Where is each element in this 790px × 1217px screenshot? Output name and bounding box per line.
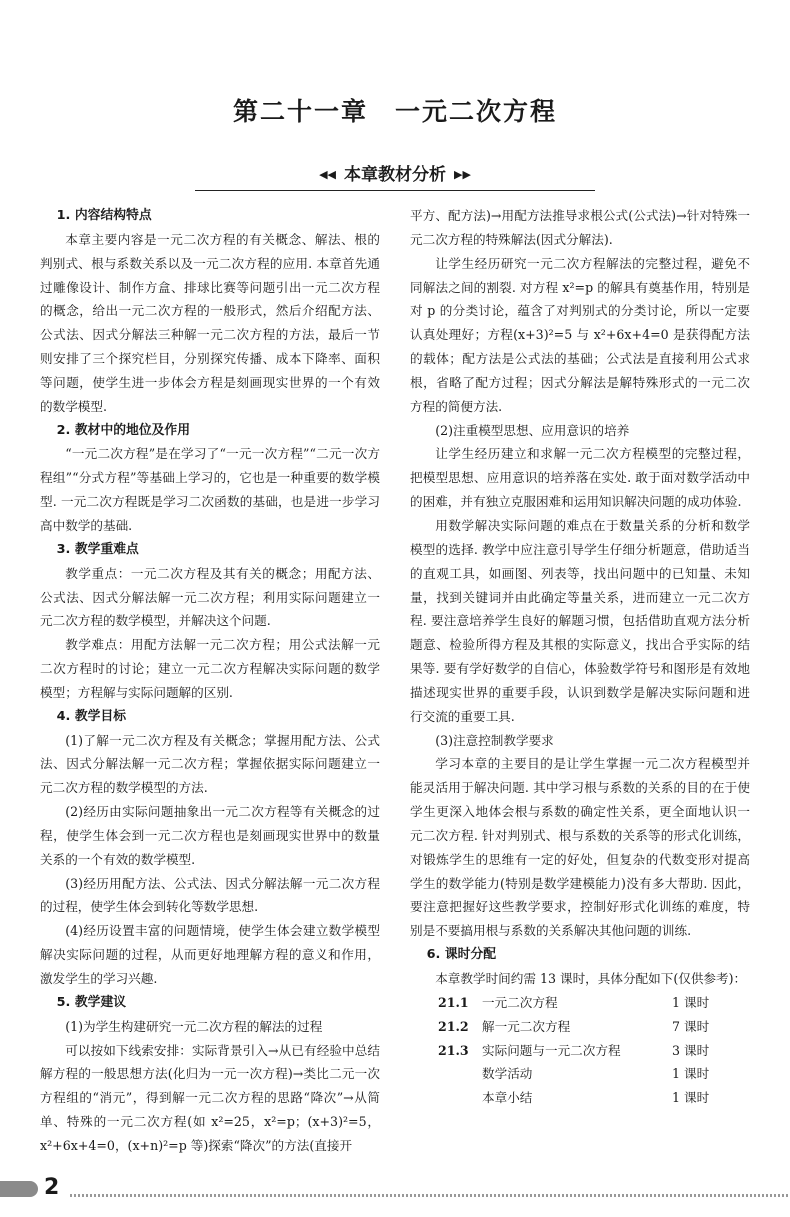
paragraph: (1)了解一元二次方程及有关概念；掌握用配方法、公式法、因式分解法解一元二次方程；掌握依据实际问题建立一元二次方程的数学模型的方法. [40, 732, 380, 796]
paragraph: 让学生经历建立和求解一元二次方程模型的完整过程，把模型思想、应用意识的培养落在实处. 敢于面对数学活动中的困难，并有独立克服困难和运用知识解决问题的成功体验. [410, 446, 750, 510]
double-left-arrow-icon: ◀◀ [319, 168, 336, 181]
section-name: 本章小结 [482, 1090, 533, 1106]
heading-key-difficulties: 3. 教学重难点 [56, 541, 139, 557]
section-name: 数学活动 [482, 1066, 533, 1082]
paragraph: 让学生经历研究一元二次方程解法的完整过程，避免不同解法之间的割裂. 对方程 x²=p 的解具有奠基作用，特别是对 p 的分类讨论，蕴含了对判别式的分类讨论，所以一定要认真处理好；方程(x+3)²=5 与 x²+6x+4=0 是获得配方法的载体；配方法是公式法的基础；公式法是直接利用公式求根，省略了配方过程；因式分解法是解特殊形式的一元二次方程的简便方法. [410, 255, 750, 414]
table-row [410, 1086, 750, 1110]
heading-content-structure: 1. 内容结构特点 [56, 208, 152, 223]
section-number: 21.3 [438, 1042, 469, 1058]
heading-teaching-suggestions: 5. 教学建议 [56, 994, 127, 1010]
paragraph: (3)经历用配方法、公式法、因式分解法解一元二次方程的过程，使学生体会到转化等数学思想. [40, 875, 380, 915]
class-hour-table [410, 991, 750, 1110]
paragraph: 教学重点：一元二次方程及其有关的概念；用配方法、公式法、因式分解法解一元二次方程；利用实际问题建立一元二次方程的数学模型，并解决这个问题. [40, 565, 380, 629]
paragraph: (4)经历设置丰富的问题情境，使学生体会建立数学模型解决实际问题的过程，从而更好地理解方程的意义和作用，激发学生的学习兴趣. [40, 923, 380, 986]
heading-class-hours: 6. 课时分配 [426, 947, 497, 963]
banner-underline [195, 190, 595, 191]
table-row [410, 1039, 750, 1063]
section-hours: 1 课时 [672, 1066, 710, 1082]
right-column [410, 204, 750, 1110]
heading-teaching-goals: 4. 教学目标 [56, 708, 127, 724]
paragraph: “一元二次方程”是在学习了“一元一次方程”“二元一次方程组”“分式方程”等基础上学习的，它也是一种重要的数学模型. 一元二次方程既是学习二次函数的基础，也是进一步学习高中数学的基础. [40, 446, 380, 533]
section-name: 一元二次方程 [482, 994, 558, 1010]
section-hours: 1 课时 [672, 994, 710, 1010]
table-row [410, 1062, 750, 1086]
paragraph: (2)注重模型思想、应用意识的培养 [435, 422, 630, 438]
paragraph: (1)为学生构建研究一元二次方程的解法的过程 [65, 1018, 323, 1034]
paragraph: 教学难点：用配方法解一元二次方程；用公式法解一元二次方程时的讨论；建立一元二次方程解决实际问题的数学模型；方程解与实际问题解的区别. [40, 637, 380, 700]
section-banner-label: 本章教材分析 [344, 165, 446, 185]
section-number [410, 1062, 482, 1086]
section-banner [195, 162, 595, 188]
paragraph: 本章主要内容是一元二次方程的有关概念、解法、根的判别式、根与系数关系以及一元二次方程的应用. 本章首先通过雕像设计、制作方盒、排球比赛等问题引出一元二次方程的概念，给出一元二次方程的一般形式，然后介绍配方法、公式法、因式分解法三种解一元二次方程的方法，最后一节则安排了三个探究栏目，分别探究传播、成本下降率、面积等问题，使学生进一步体会方程是刻画现实世界的一个有效的数学模型. [40, 231, 380, 414]
section-number: 21.2 [438, 1018, 469, 1034]
section-name: 解一元二次方程 [482, 1018, 571, 1034]
paragraph: (3)注意控制教学要求 [435, 732, 554, 748]
paragraph: 用数学解决实际问题的难点在于数量关系的分析和数学模型的选择. 教学中应注意引导学生仔细分析题意，借助适当的直观工具，如画图、列表等，找出问题中的已知量、未知量，找到关键词并由此确定等量关系，进而建立一元二次方程. 要注意培养学生良好的解题习惯，包括借助直观方法分析题意、检验所得方程及其根的实际意义，找出合乎实际的结果等. 要有学好数学的自信心，体验数学符号和图形是有效地描述现实世界的重要手段，认识到数学是解决实际问题和进行交流的重要工具. [410, 517, 750, 724]
left-column [40, 204, 380, 1158]
section-hours: 7 课时 [672, 1018, 710, 1034]
paragraph: 平方、配方法)→用配方法推导求根公式(公式法)→针对特殊一元二次方程的特殊解法(因式分解法). [410, 208, 750, 247]
double-right-arrow-icon: ▶▶ [454, 168, 471, 181]
paragraph: (2)经历由实际问题抽象出一元二次方程等有关概念的过程，使学生体会到一元二次方程也是刻画现实世界中的数量关系的一个有效的数学模型. [40, 804, 380, 867]
heading-position-role: 2. 教材中的地位及作用 [56, 422, 191, 438]
table-row [410, 991, 750, 1015]
paragraph: 本章教学时间约需 13 课时，具体分配如下(仅供参考)： [435, 971, 747, 986]
section-number: 21.1 [438, 994, 469, 1010]
section-hours: 3 课时 [672, 1042, 710, 1058]
page-number: 2 [44, 1175, 60, 1200]
section-number [410, 1086, 482, 1110]
paragraph: 可以按如下线索安排：实际背景引入→从已有经验中总结解方程的一般思想方法(化归为一元一次方程)→类比二元一次方程组的“消元”，得到解一元二次方程的思路“降次”→从简单、特殊的一元二次方程(如 x²=25，x²=p；(x+3)²=5，x²+6x+4=0，(x+n)²=p 等)探索“降次”的方法(直接开 [40, 1042, 380, 1153]
footer-dotted-rule [70, 1194, 790, 1197]
section-name: 实际问题与一元二次方程 [482, 1042, 621, 1058]
paragraph: 学习本章的主要目的是让学生掌握一元二次方程模型并能灵活用于解决问题. 其中学习根与系数的关系的目的在于使学生更深入地体会根与系数的确定性关系，更全面地认识一元二次方程. 针对判别式、根与系数的关系等的形式化训练，对锻炼学生的思维有一定的好处，但复杂的代数变形对提高学生的数学能力(特别是数学建模能力)没有多大帮助. 因此，要注意把握好这些教学要求，控制好形式化训练的难度，特别是不要搞用根与系数的关系解决其他问题的训练. [410, 756, 750, 939]
chapter-title: 第二十一章 一元二次方程 [232, 97, 557, 126]
page-tab-marker [0, 1181, 38, 1197]
table-row [410, 1015, 750, 1039]
section-hours: 1 课时 [672, 1090, 710, 1106]
